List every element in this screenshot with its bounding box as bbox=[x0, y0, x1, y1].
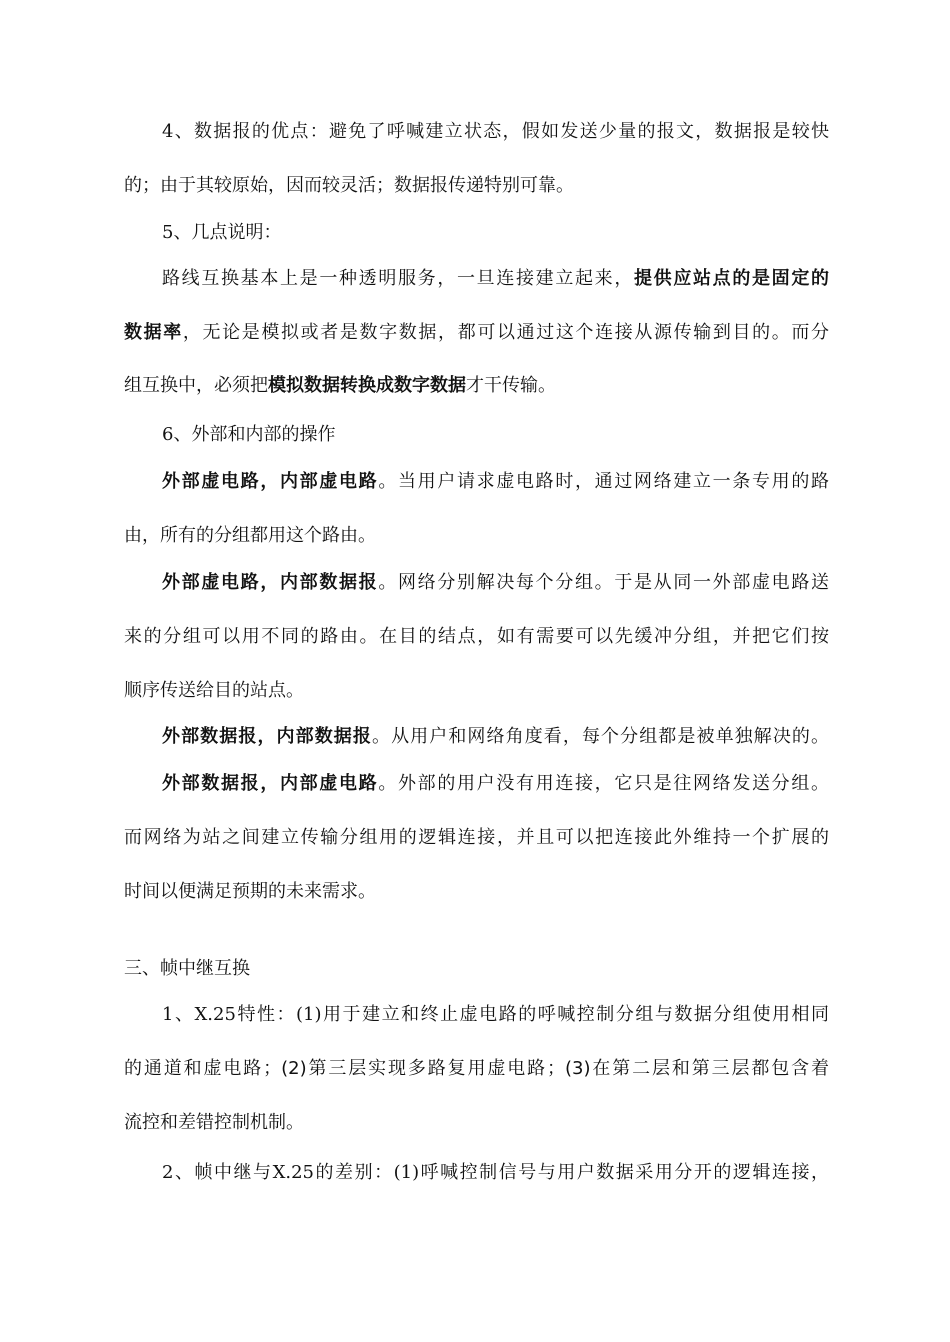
para-5a-bold: 提供应站点的是固定的 bbox=[634, 268, 829, 289]
para-5a-text: 路线互换基本上是一种透明服务，一旦连接建立起来， bbox=[162, 268, 634, 289]
para-4-line-2: 的；由于其较原始，因而较灵活；数据报传递特别可靠。 bbox=[124, 175, 574, 196]
para-5a-bold-2: 数据率 bbox=[124, 322, 183, 343]
x25-text: 用于建立和终止虚电路的呼喊控制分组与数据分组使用相同 bbox=[321, 1004, 830, 1025]
para-6d-line-1 bbox=[162, 771, 829, 797]
para-4-line-1: 4、数据报的优点：避免了呼喊建立状态，假如发送少量的报文，数据报是较快 bbox=[162, 121, 829, 142]
para-6b-text: 。网络分别解决每个分组。于是从同一外部虚电路送 bbox=[378, 572, 830, 593]
para-5a-bold-3: 模拟数据转换成数字数据 bbox=[268, 375, 466, 396]
para-6a-line-2: 由，所有的分组都用这个路由。 bbox=[124, 525, 376, 546]
x25-line-3: 流控和差错控制机制。 bbox=[124, 1112, 304, 1133]
para-6c-text: 。从用户和网络角度看，每个分组都是被单独解决的。 bbox=[371, 726, 830, 747]
para-6b-bold: 外部虚电路，内部数据报 bbox=[162, 572, 379, 593]
para-5a-line-3 bbox=[124, 373, 829, 399]
para-5a-line-1 bbox=[162, 266, 829, 292]
para-6d-line-2: 而网络为站之间建立传输分组用的逻辑连接，并且可以把连接此外维持一个扩展的 bbox=[124, 827, 829, 848]
section-3-heading: 三、帧中继互换 bbox=[124, 958, 250, 979]
x25-prefix: 1、X.25特性：(1) bbox=[162, 1004, 322, 1025]
para-6a-bold: 外部虚电路，内部虚电路 bbox=[162, 471, 379, 492]
para-5a-text-3: 组互换中，必须把 bbox=[124, 375, 268, 396]
para-6-title: 6、外部和内部的操作 bbox=[162, 424, 336, 445]
para-6d-line-3: 时间以便满足预期的未来需求。 bbox=[124, 881, 376, 902]
para-6b-line-2: 来的分组可以用不同的路由。在目的结点，如有需要可以先缓冲分组，并把它们按 bbox=[124, 626, 829, 647]
para-5a-line-2 bbox=[124, 320, 829, 346]
x25-line-2: 的通道和虚电路；(2)第三层实现多路复用虚电路；(3)在第二层和第三层都包含着 bbox=[124, 1058, 829, 1079]
diff-line-1: 2、帧中继与X.25的差别：(1)呼喊控制信号与用户数据采用分开的逻辑连接， bbox=[162, 1162, 829, 1183]
para-5-title: 5、几点说明： bbox=[162, 222, 282, 243]
para-6b-line-1 bbox=[162, 570, 829, 596]
para-6d-bold: 外部数据报，内部虚电路 bbox=[162, 773, 379, 794]
para-6a-text: 。当用户请求虚电路时，通过网络建立一条专用的路 bbox=[378, 471, 830, 492]
para-5a-text-4: 才干传输。 bbox=[466, 375, 556, 396]
para-6b-line-3: 顺序传送给目的站点。 bbox=[124, 680, 304, 701]
para-6c-line-1 bbox=[162, 724, 829, 750]
para-6a-line-1 bbox=[162, 469, 829, 495]
para-6d-text: 。外部的用户没有用连接，它只是往网络发送分组。 bbox=[378, 773, 830, 794]
para-5a-text-2: ，无论是模拟或者是数字数据，都可以通过这个连接从源传输到目的。而分 bbox=[182, 322, 830, 343]
x25-line-1 bbox=[162, 1002, 829, 1028]
para-6c-bold: 外部数据报，内部数据报 bbox=[162, 726, 372, 747]
